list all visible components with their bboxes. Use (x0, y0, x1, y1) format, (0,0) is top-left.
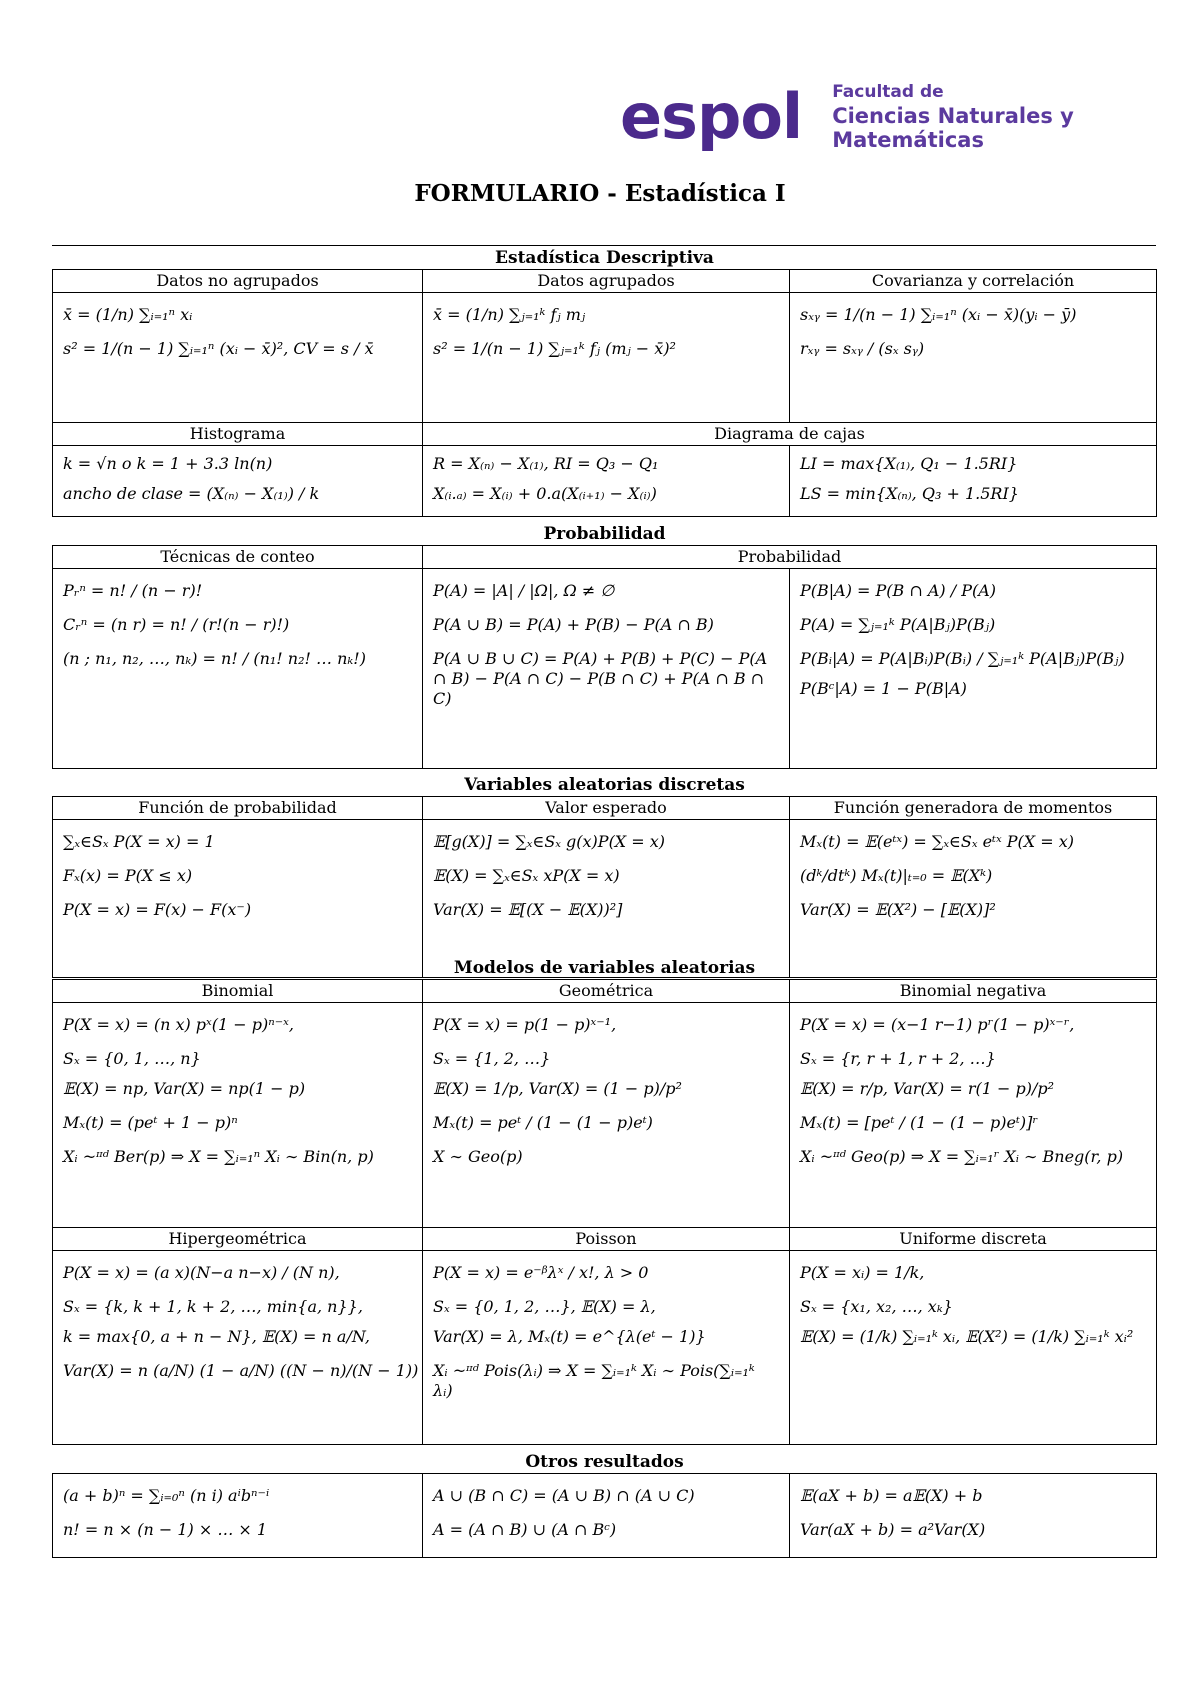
formula-bn-masa: P(X = x) = (x−1 r−1) pʳ(1 − p)ˣ⁻ʳ, (800, 1015, 1075, 1035)
cell-fgm (790, 820, 1157, 978)
header-hipergeometrica: Hipergeométrica (53, 1228, 423, 1251)
faculty-line-1: Facultad de (832, 81, 944, 102)
formula-prob-clasica: P(A) = |A| / |Ω|, Ω ≠ ∅ (433, 581, 615, 601)
formula-binomio-newton: (a + b)ⁿ = ∑ᵢ₌₀ⁿ (n i) aⁱbⁿ⁻ⁱ (63, 1486, 270, 1506)
formula-esperanza-lineal: 𝔼(aX + b) = a𝔼(X) + b (800, 1486, 983, 1506)
header-binomial-negativa: Binomial negativa (790, 980, 1157, 1003)
header-funcion-probabilidad: Función de probabilidad (53, 797, 423, 820)
cell-poisson (423, 1251, 790, 1445)
formula-geo-momentos: 𝔼(X) = 1/p, Var(X) = (1 − p)/p² (433, 1079, 682, 1099)
header-valor-esperado: Valor esperado (423, 797, 790, 820)
formula-distribucion: Fₓ(x) = P(X ≤ x) (63, 866, 193, 886)
cell-probabilidad-1 (423, 569, 790, 769)
cell-valor-esperado (423, 820, 790, 978)
formula-prob-total: P(A) = ∑ⱼ₌₁ᵏ P(A|Bⱼ)P(Bⱼ) (800, 615, 996, 635)
formula-media: x̄ = (1/n) ∑ᵢ₌₁ⁿ xᵢ (63, 305, 193, 325)
cell-otros-2 (423, 1474, 790, 1558)
formula-esperanza-g: 𝔼[g(X)] = ∑ₓ∈Sₓ g(x)P(X = x) (433, 832, 666, 852)
formula-hip-varianza: Var(X) = n (a/N) (1 − a/N) ((N − n)/(N − 1)) (63, 1361, 419, 1381)
table-otros (52, 1452, 1157, 1558)
cell-binomial (53, 1003, 423, 1228)
cell-binomial-negativa (790, 1003, 1157, 1228)
formula-combinaciones: Cᵣⁿ = (n r) = n! / (r!(n − r)!) (63, 615, 290, 635)
cell-hipergeometrica (53, 1251, 423, 1445)
formula-hip-soporte: Sₓ = {k, k + 1, k + 2, …, min{a, n}}, (63, 1297, 363, 1317)
header-histograma: Histograma (53, 423, 423, 446)
formula-bin-soporte: Sₓ = {0, 1, …, n} (63, 1049, 201, 1069)
formula-limite-superior: LS = min{X₍ₙ₎, Q₃ + 1.5RI} (800, 484, 1019, 504)
formula-union-dos: P(A ∪ B) = P(A) + P(B) − P(A ∩ B) (433, 615, 714, 635)
header-datos-no-agrupados: Datos no agrupados (53, 270, 423, 293)
header-datos-agrupados: Datos agrupados (423, 270, 790, 293)
formula-bayes: P(Bᵢ|A) = P(A|Bᵢ)P(Bᵢ) / ∑ⱼ₌₁ᵏ P(A|Bⱼ)P(Bⱼ) (800, 649, 1125, 669)
formula-ancho-clase: ancho de clase = (X₍ₙ₎ − X₍₁₎) / k (63, 484, 320, 504)
formula-masa: P(X = x) = F(x) − F(x⁻) (63, 900, 252, 920)
formula-suma-prob: ∑ₓ∈Sₓ P(X = x) = 1 (63, 832, 215, 852)
espol-logo (620, 80, 1200, 153)
table-descriptiva (52, 248, 1157, 517)
formula-bn-suma: Xᵢ ~ᶦᶦᵈ Geo(p) ⇒ X = ∑ᵢ₌₁ʳ Xᵢ ∼ Bneg(r, p) (800, 1147, 1124, 1167)
formula-momentos: (dᵏ/dtᵏ) Mₓ(t)|ₜ₌₀ = 𝔼(Xᵏ) (800, 866, 993, 886)
formula-bin-momentos: 𝔼(X) = np, Var(X) = np(1 − p) (63, 1079, 306, 1099)
header-diagrama-cajas: Diagrama de cajas (423, 423, 1157, 446)
formula-bin-fgm: Mₓ(t) = (peᵗ + 1 − p)ⁿ (63, 1113, 238, 1133)
formula-var-def: Var(X) = 𝔼[(X − 𝔼(X))²] (433, 900, 623, 920)
formula-poi-suma: Xᵢ ~ᶦᶦᵈ Pois(λᵢ) ⇒ X = ∑ᵢ₌₁ᵏ Xᵢ ∼ Pois(∑ᵢ₌₁ᵏ λᵢ) (433, 1361, 755, 1401)
header-geometrica: Geométrica (423, 980, 790, 1003)
cell-conteo (53, 569, 423, 769)
section-title-modelos: Modelos de variables aleatorias (453, 958, 756, 978)
formula-hip-masa: P(X = x) = (a x)(N−a n−x) / (N n), (63, 1263, 340, 1283)
page-title: FORMULARIO - Estadística I (414, 180, 786, 207)
formula-poi-masa: P(X = x) = e⁻ᵝλˣ / x!, λ > 0 (433, 1263, 649, 1283)
formula-bn-momentos: 𝔼(X) = r/p, Var(X) = r(1 − p)/p² (800, 1079, 1055, 1099)
header-fgm: Función generadora de momentos (790, 797, 1157, 820)
cell-uniforme (790, 1251, 1157, 1445)
cell-cajas-2 (790, 446, 1157, 517)
cell-histograma (53, 446, 423, 517)
formula-hip-esperanza: k = max{0, a + n − N}, 𝔼(X) = n a/N, (63, 1327, 370, 1347)
cell-funcion-probabilidad (53, 820, 423, 978)
formula-correlacion: rₓᵧ = sₓᵧ / (sₓ sᵧ) (800, 339, 925, 359)
cell-geometrica (423, 1003, 790, 1228)
formula-geo-fgm: Mₓ(t) = peᵗ / (1 − (1 − p)eᵗ) (433, 1113, 653, 1133)
header-probabilidad: Probabilidad (423, 546, 1157, 569)
cell-covarianza (790, 293, 1157, 423)
formula-factorial: n! = n × (n − 1) × … × 1 (63, 1520, 268, 1540)
section-title-probabilidad: Probabilidad (543, 524, 666, 544)
formula-bn-fgm: Mₓ(t) = [peᵗ / (1 − (1 − p)eᵗ)]ʳ (800, 1113, 1038, 1133)
formula-multinomial: (n ; n₁, n₂, …, nₖ) = n! / (n₁! n₂! … nₖ!) (63, 649, 366, 669)
formula-cuantil: X₍ᵢ.ₐ₎ = X₍ᵢ₎ + 0.a(X₍ᵢ₊₁₎ − X₍ᵢ₎) (433, 484, 657, 504)
formula-bin-masa: P(X = x) = (n x) pˣ(1 − p)ⁿ⁻ˣ, (63, 1015, 294, 1035)
section-title-descriptiva: Estadística Descriptiva (495, 248, 714, 268)
formula-varianza: s² = 1/(n − 1) ∑ᵢ₌₁ⁿ (xᵢ − x̄)², CV = s / x̄ (63, 339, 374, 359)
formula-bn-soporte: Sₓ = {r, r + 1, r + 2, …} (800, 1049, 996, 1069)
table-vad (52, 775, 1157, 978)
section-title-vad: Variables aleatorias discretas (464, 775, 745, 795)
header-tecnicas-conteo: Técnicas de conteo (53, 546, 423, 569)
cell-agrupados (423, 293, 790, 423)
formula-media-agrupada: x̄ = (1/n) ∑ⱼ₌₁ᵏ fⱼ mⱼ (433, 305, 586, 325)
formula-condicional: P(B|A) = P(B ∩ A) / P(A) (800, 581, 997, 601)
formula-limite-inferior: LI = max{X₍₁₎, Q₁ − 1.5RI} (800, 454, 1018, 474)
faculty-name (832, 82, 1200, 152)
formula-geo-masa: P(X = x) = p(1 − p)ˣ⁻¹, (433, 1015, 617, 1035)
header-binomial: Binomial (53, 980, 423, 1003)
cell-otros-1 (53, 1474, 423, 1558)
cell-otros-3 (790, 1474, 1157, 1558)
formula-uni-soporte: Sₓ = {x₁, x₂, …, xₖ} (800, 1297, 953, 1317)
header-uniforme-discreta: Uniforme discreta (790, 1228, 1157, 1251)
formula-rango: R = X₍ₙ₎ − X₍₁₎, RI = Q₃ − Q₁ (433, 454, 659, 474)
formula-complemento: P(Bᶜ|A) = 1 − P(B|A) (800, 679, 967, 699)
faculty-line-2: Ciencias Naturales y Matemáticas (832, 103, 1074, 152)
formula-varianza-agrupada: s² = 1/(n − 1) ∑ⱼ₌₁ᵏ fⱼ (mⱼ − x̄)² (433, 339, 676, 359)
cell-no-agrupados (53, 293, 423, 423)
cell-probabilidad-2 (790, 569, 1157, 769)
section-title-otros: Otros resultados (525, 1452, 684, 1472)
formula-geo-soporte: Sₓ = {1, 2, …} (433, 1049, 551, 1069)
formula-poi-soporte: Sₓ = {0, 1, 2, …}, 𝔼(X) = λ, (433, 1297, 656, 1317)
cell-cajas-1 (423, 446, 790, 517)
title-divider (52, 245, 1156, 246)
table-probabilidad (52, 524, 1157, 769)
formula-esperanza: 𝔼(X) = ∑ₓ∈Sₓ xP(X = x) (433, 866, 620, 886)
header-covarianza: Covarianza y correlación (790, 270, 1157, 293)
formula-uni-masa: P(X = xᵢ) = 1/k, (800, 1263, 925, 1283)
formula-union-tres: P(A ∪ B ∪ C) = P(A) + P(B) + P(C) − P(A ∩ B) − P(A ∩ C) − P(B ∩ C) + P(A ∩ B ∩ C) (433, 649, 768, 709)
formula-particion: A = (A ∩ B) ∪ (A ∩ Bᶜ) (433, 1520, 617, 1540)
formula-var-alt: Var(X) = 𝔼(X²) − [𝔼(X)]² (800, 900, 996, 920)
formula-varianza-lineal: Var(aX + b) = a²Var(X) (800, 1520, 986, 1540)
formula-fgm-def: Mₓ(t) = 𝔼(eᵗˣ) = ∑ₓ∈Sₓ eᵗˣ P(X = x) (800, 832, 1074, 852)
formula-uni-momentos: 𝔼(X) = (1/k) ∑ᵢ₌₁ᵏ xᵢ, 𝔼(X²) = (1/k) ∑ᵢ₌₁ᵏ xᵢ² (800, 1327, 1134, 1347)
formula-covarianza: sₓᵧ = 1/(n − 1) ∑ᵢ₌₁ⁿ (xᵢ − x̄)(yᵢ − ȳ) (800, 305, 1077, 325)
logo-wordmark: espol (620, 80, 803, 153)
formula-poi-varianza: Var(X) = λ, Mₓ(t) = e^{λ(eᵗ − 1)} (433, 1327, 706, 1347)
formula-distributiva: A ∪ (B ∩ C) = (A ∪ B) ∩ (A ∪ C) (433, 1486, 695, 1506)
formula-permutaciones: Pᵣⁿ = n! / (n − r)! (63, 581, 203, 601)
table-modelos (52, 958, 1157, 1445)
formula-bin-suma: Xᵢ ~ᶦᶦᵈ Ber(p) ⇒ X = ∑ᵢ₌₁ⁿ Xᵢ ∼ Bin(n, p) (63, 1147, 374, 1167)
formula-num-clases: k = √n o k = 1 + 3.3 ln(n) (63, 454, 273, 474)
formula-geo-notacion: X ∼ Geo(p) (433, 1147, 523, 1167)
header-poisson: Poisson (423, 1228, 790, 1251)
